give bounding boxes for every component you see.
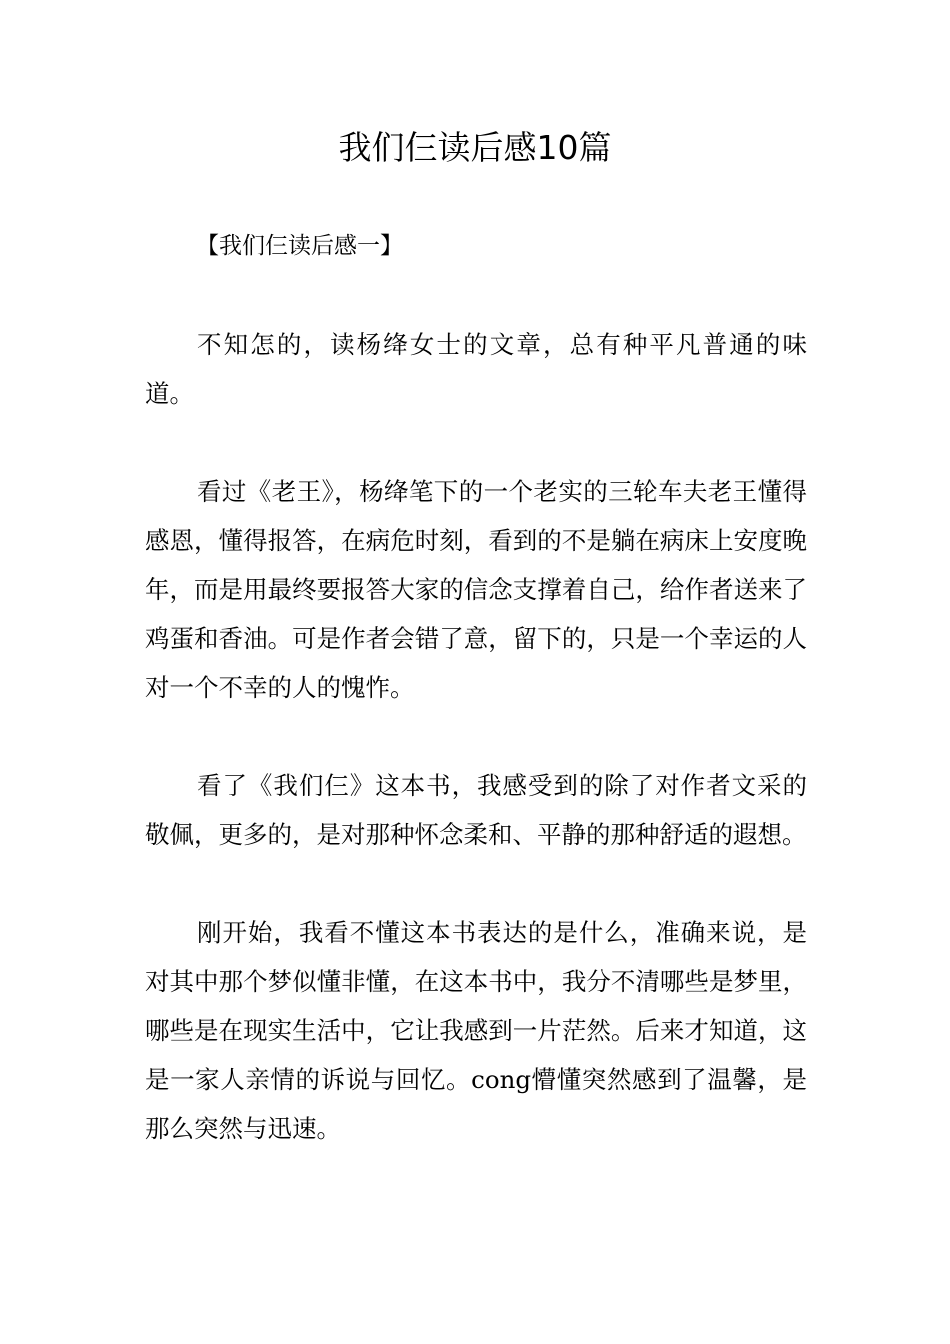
paragraph-gap: [145, 271, 807, 320]
paragraph-3: 看了《我们仨》这本书，我感受到的除了对作者文采的敬佩，更多的，是对那种怀念柔和、平静的那种舒适的遐想。: [145, 771, 807, 849]
paragraph-gap: [145, 712, 807, 761]
paragraph-1: 不知怎的，读杨绛女士的文章，总有种平凡普通的味道。: [145, 330, 807, 408]
document-title: 我们仨读后感10篇: [338, 128, 612, 167]
section-heading: 【我们仨读后感一】: [196, 233, 403, 259]
paragraph-2: 看过《老王》，杨绛笔下的一个老实的三轮车夫老王懂得感恩，懂得报答，在病危时刻，看到的不是躺在病床上安度晚年，而是用最终要报答大家的信念支撑着自己，给作者送来了鸡蛋和香油。可是作者会错了意，留下的，只是一个幸运的人对一个不幸的人的愧怍。: [145, 477, 807, 702]
paragraph-gap: [145, 859, 807, 908]
document-body: [145, 222, 807, 1153]
paragraph-4: 刚开始，我看不懂这本书表达的是什么，准确来说，是对其中那个梦似懂非懂，在这本书中，我分不清哪些是梦里，哪些是在现实生活中，它让我感到一片茫然。后来才知道，这是一家人亲情的诉说与回忆。cong懵懂突然感到了温馨，是那么突然与迅速。: [145, 918, 807, 1143]
paragraph-gap: [145, 418, 807, 467]
